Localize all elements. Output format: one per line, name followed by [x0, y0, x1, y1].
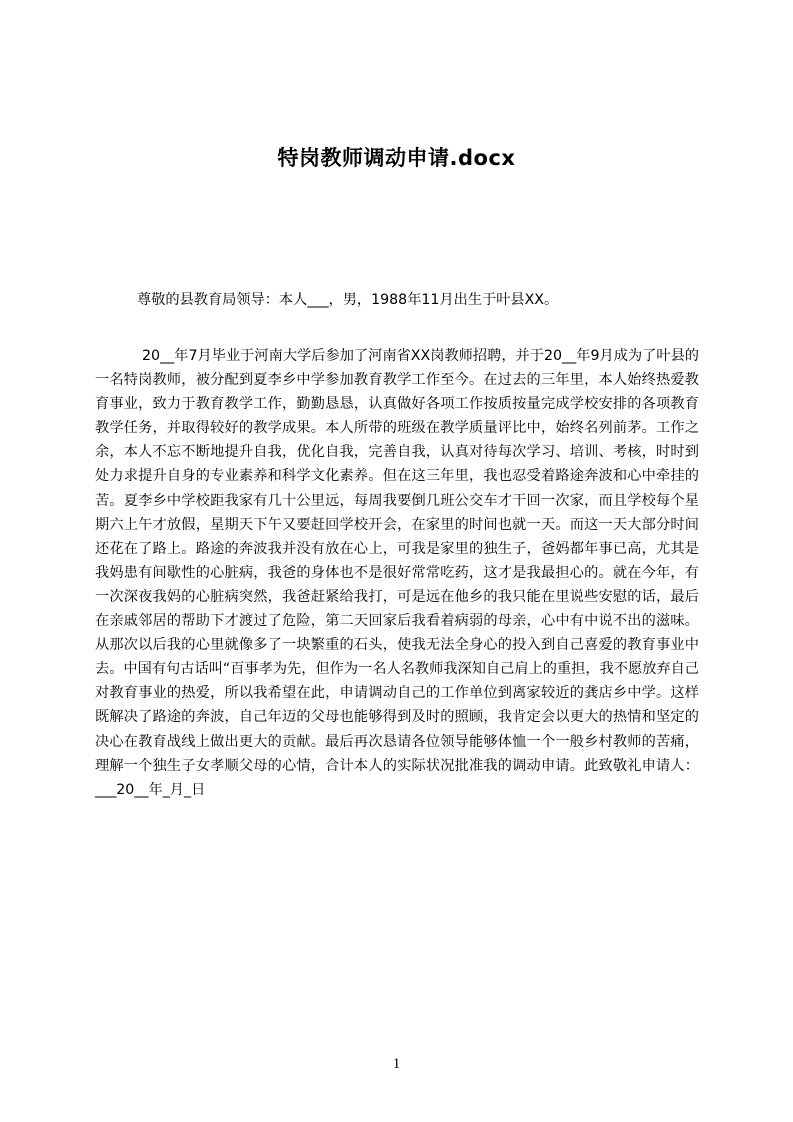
page-number: 1 — [392, 1056, 401, 1072]
body-paragraph: 20__年7月毕业于河南大学后参加了河南省XX岗教师招聘，并于20__年9月成为了叶县的一名特岗教师，被分配到夏李乡中学参加教育教学工作至今。在过去的三年里，本人始终热爱教育事业，致力于教育教学工作，勤勤恳恳，认真做好各项工作按质按量完成学校安排的各项教育教学任务，并取得较好的教学成果。本人所带的班级在教学质量评比中，始终名列前茅。工作之余，本人不忘不断地提升自我，优化自我，完善自我，认真对待每次学习、培训、考核，时时到处力求提升自身的专业素养和科学文化素养。但在这三年里，我也忍受着路途奔波和心中牵挂的苦。夏李乡中学校距我家有几十公里远，每周我要倒几班公交车才干回一次家，而且学校每个星期六上午才放假，星期天下午又要赶回学校开会，在家里的时间也就一天。而这一天大部分时间还花在了路上。路途的奔波我并没有放在心上，可我是家里的独生子，爸妈都年事已高，尤其是我妈患有间歇性的心脏病，我爸的身体也不是很好常常吃药，这才是我最担心的。就在今年，有一次深夜我妈的心脏病突然，我爸赶紧给我打，可是远在他乡的我只能在里说些安慰的话，最后在亲戚邻居的帮助下才渡过了危险，第二天回家后我看着病弱的母亲，心中有中说不出的滋味。从那次以后我的心里就像多了一块繁重的石头，使我无法全身心的投入到自己喜爱的教育事业中去。中国有句古话叫“百事孝为先，但作为一名人名教师我深知自己肩上的重担，我不愿放弃自己对教育事业的热爱，所以我希望在此，申请调动自己的工作单位到离家较近的龚店乡中学。这样既解决了路途的奔波，自己年迈的父母也能够得到及时的照顾，我肯定会以更大的热情和坚定的决心在教育战线上做出更大的贡献。最后再次恳请各位领导能够体恤一个一般乡村教师的苦痛，理解一个独生子女孝顺父母的心情，合计本人的实际状况批准我的调动申请。此致敬礼申请人：___20__年_月_日 — [95, 348, 699, 798]
document-title: 特岗教师调动申请.docx — [277, 146, 516, 170]
salutation-paragraph: 尊敬的县教育局领导：本人___，男，1988年11月出生于叶县XX。 — [137, 292, 559, 308]
